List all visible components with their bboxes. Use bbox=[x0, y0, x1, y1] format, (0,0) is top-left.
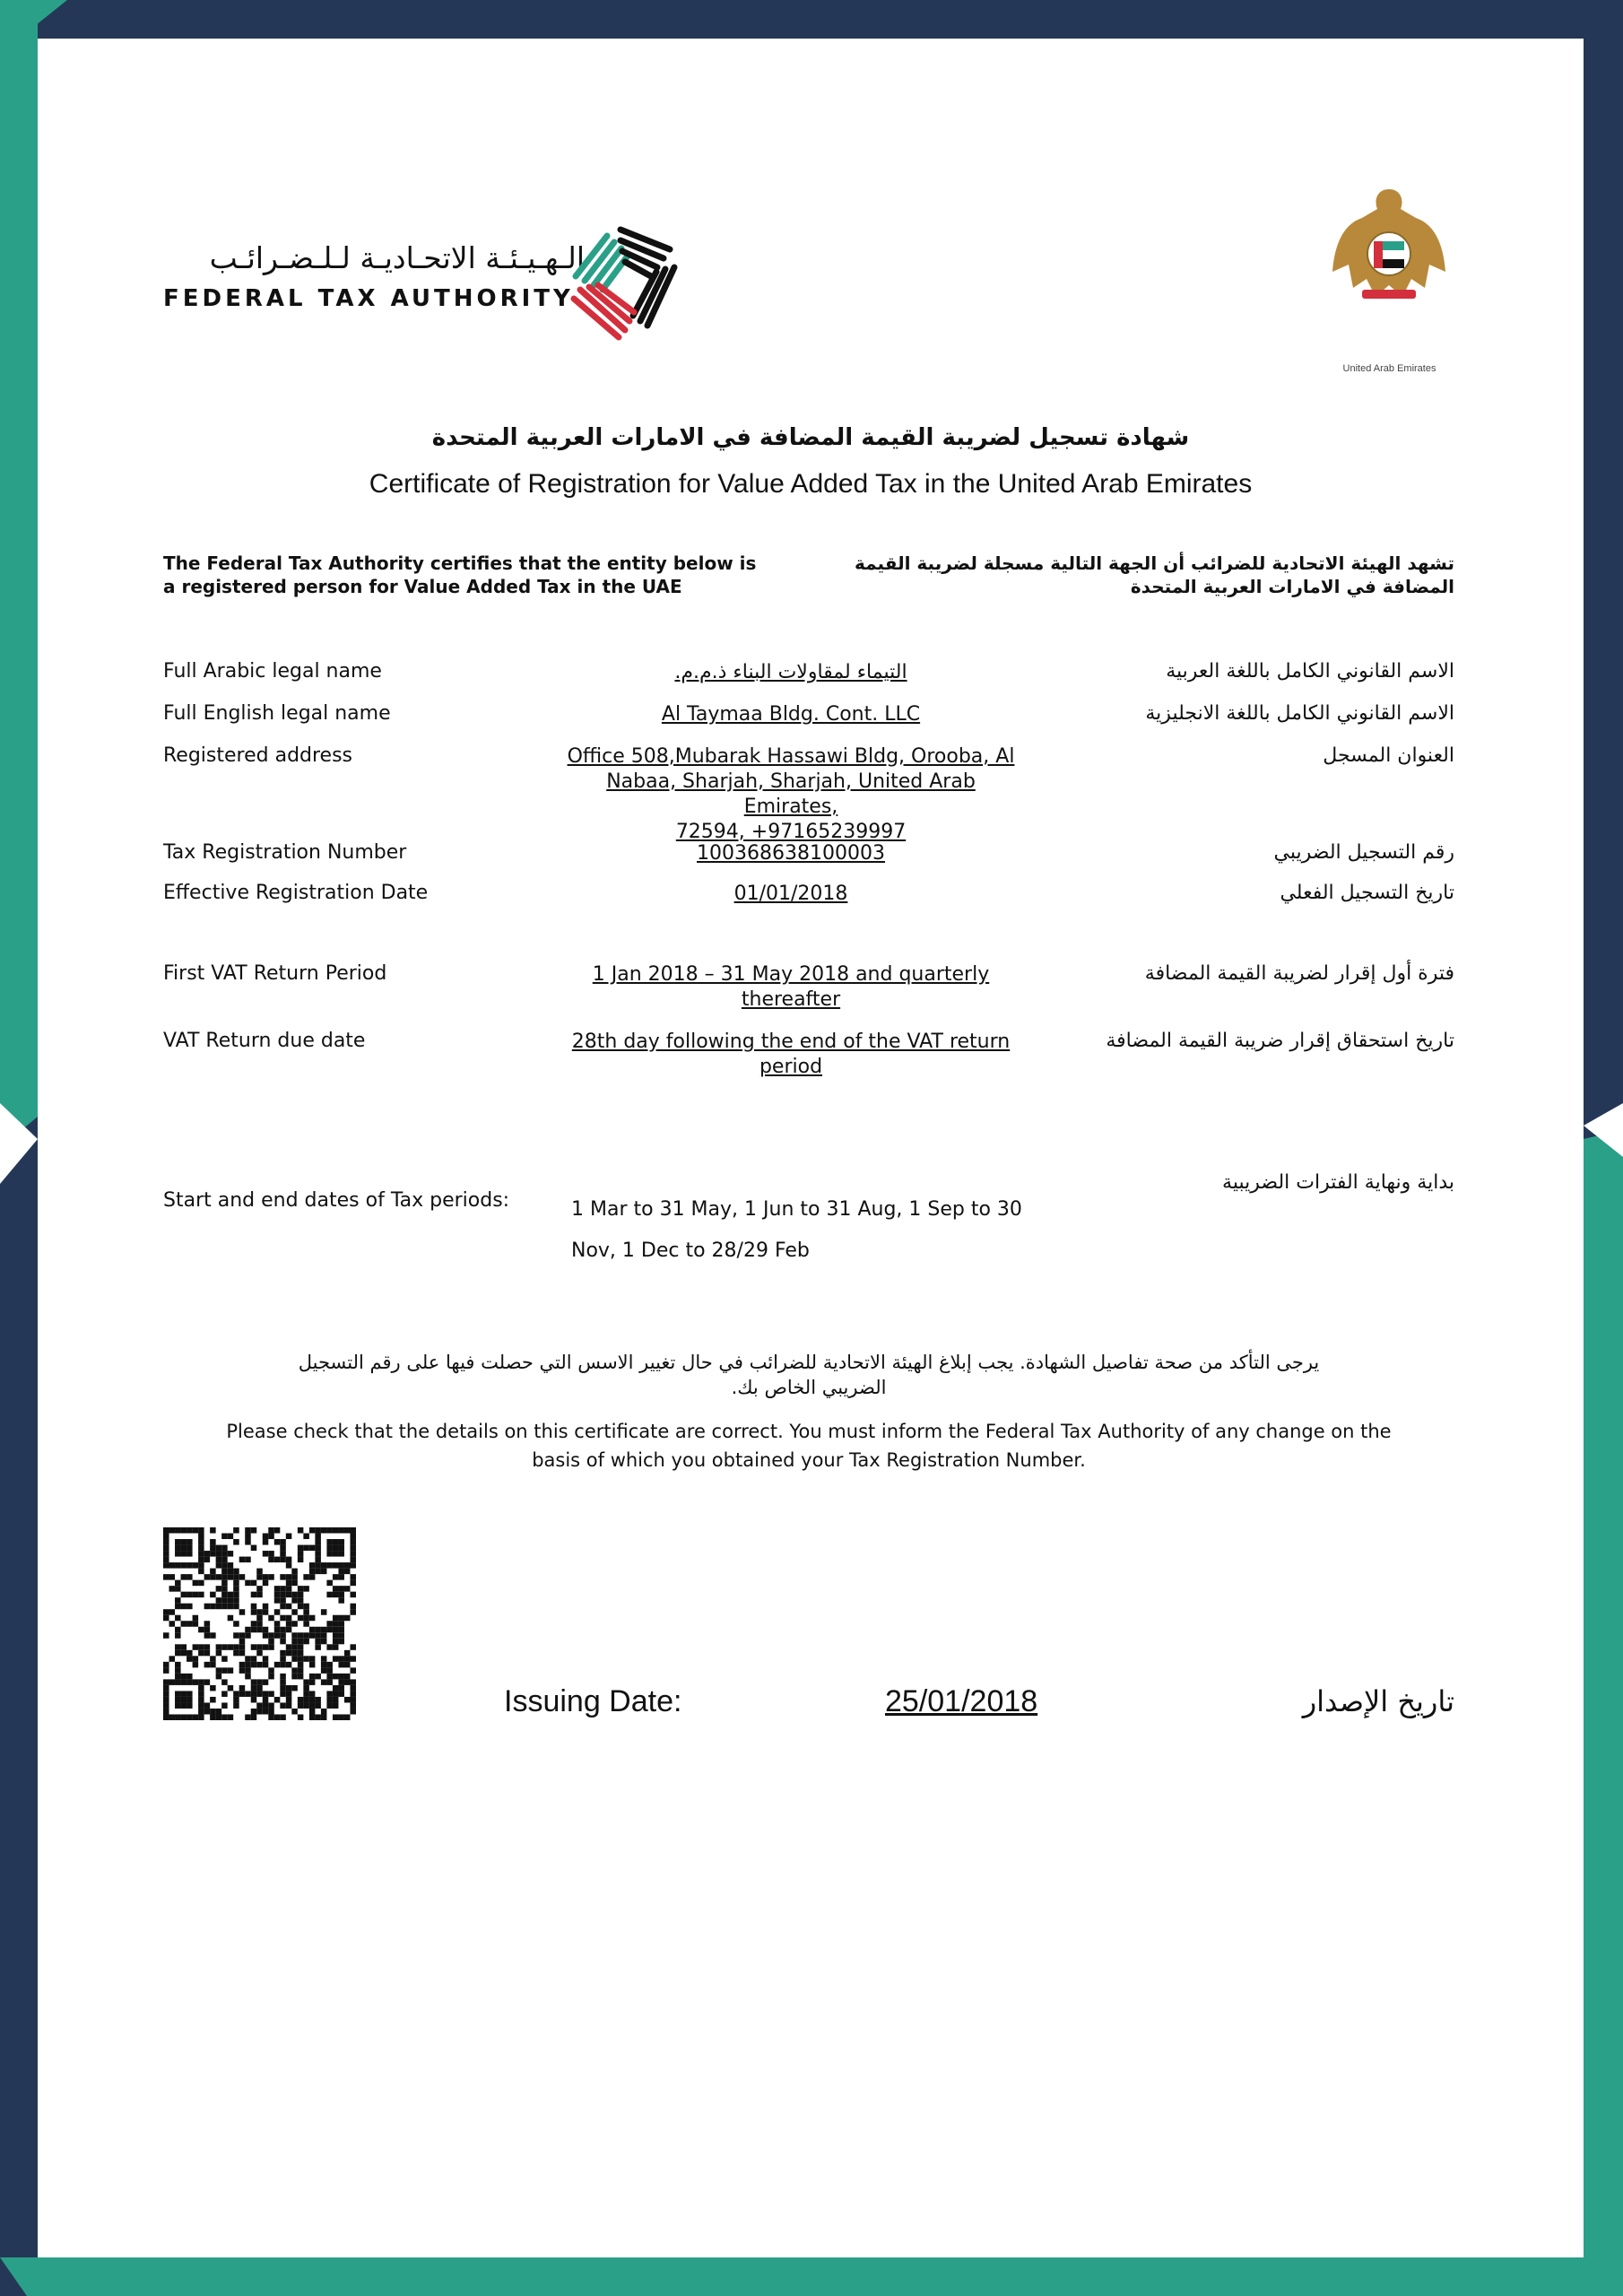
notice-arabic bbox=[145, 1350, 1472, 1400]
value-english-name bbox=[558, 702, 1024, 727]
value-return-due-date bbox=[558, 1030, 1024, 1080]
intro-arabic-line: تشهد الهيئة الاتحادية للضرائب أن الجهة التالية مسجلة لضريبة القيمة bbox=[855, 552, 1454, 574]
label-first-return-period: First VAT Return Period bbox=[163, 962, 387, 985]
title-english: Certificate of Registration for Value Added Tax in the United Arab Emirates bbox=[369, 469, 1253, 499]
notice-line: يرجى التأكد من صحة تفاصيل الشهادة. يجب إبلاغ الهيئة الاتحادية للضرائب في حال تغيير الاسس التي حصلت فيها على رقم التسجيل bbox=[298, 1352, 1320, 1373]
label-arabic-name: Full Arabic legal name bbox=[163, 660, 382, 683]
fta-emblem-icon bbox=[558, 213, 692, 348]
value-line: 1 Jan 2018 – 31 May 2018 and quarterly bbox=[592, 963, 990, 986]
value-effective-date bbox=[558, 882, 1024, 907]
uae-label: United Arab Emirates bbox=[1342, 363, 1436, 374]
title-arabic: شهادة تسجيل لضريبة القيمة المضافة في الامارات العربية المتحدة bbox=[431, 424, 1190, 451]
label-english-name-ar: الاسم القانوني الكامل باللغة الانجليزية bbox=[1145, 702, 1454, 725]
label-effective-date-ar: تاريخ التسجيل الفعلي bbox=[1280, 882, 1454, 904]
label-trn: Tax Registration Number bbox=[163, 841, 407, 864]
value-line: 100368638100003 bbox=[697, 842, 885, 865]
value-line: Office 508,Mubarak Hassawi Bldg, Orooba, Al bbox=[567, 745, 1015, 768]
qr-code bbox=[163, 1527, 356, 1720]
value-line: 72594, +97165239997 bbox=[675, 821, 907, 843]
notice-english bbox=[127, 1417, 1490, 1474]
value-arabic-name bbox=[558, 660, 1024, 685]
issuing-date-label-ar: تاريخ الإصدار bbox=[1302, 1684, 1454, 1718]
label-first-return-period-ar: فترة أول إقرار لضريبة القيمة المضافة bbox=[1144, 962, 1454, 985]
label-return-due-date-ar: تاريخ استحقاق إقرار ضريبة القيمة المضافة bbox=[1106, 1030, 1454, 1052]
notice-line: الضريبي الخاص بك. bbox=[731, 1377, 887, 1398]
intro-arabic-line: المضافة في الامارات العربية المتحدة bbox=[1130, 576, 1454, 597]
intro-arabic bbox=[809, 552, 1454, 598]
label-return-due-date: VAT Return due date bbox=[163, 1030, 366, 1052]
fta-english-name: FEDERAL TAX AUTHORITY bbox=[163, 285, 574, 312]
value-line: التيماء لمقاولات البناء ذ.م.م. bbox=[674, 661, 907, 683]
intro-english-line: a registered person for Value Added Tax in the UAE bbox=[163, 576, 682, 597]
value-line: thereafter bbox=[741, 988, 841, 1011]
label-tax-periods-ar: بداية ونهاية الفترات الضريبية bbox=[1222, 1171, 1454, 1194]
value-first-return-period bbox=[558, 962, 1024, 1013]
value-line: Al Taymaa Bldg. Cont. LLC bbox=[661, 703, 921, 726]
certificate-page bbox=[38, 39, 1584, 2257]
label-effective-date: Effective Registration Date bbox=[163, 882, 429, 904]
issuing-date-value: 25/01/2018 bbox=[885, 1684, 1038, 1718]
value-registered-address bbox=[558, 744, 1024, 845]
label-trn-ar: رقم التسجيل الضريبي bbox=[1273, 841, 1454, 864]
value-line: 1 Mar to 31 May, 1 Jun to 31 Aug, 1 Sep to 30 bbox=[571, 1198, 1022, 1221]
value-tax-periods bbox=[571, 1189, 1073, 1272]
notice-line: basis of which you obtained your Tax Registration Number. bbox=[532, 1449, 1086, 1471]
value-line: period bbox=[759, 1056, 823, 1078]
intro-english bbox=[163, 552, 809, 598]
label-registered-address-ar: العنوان المسجل bbox=[1323, 744, 1454, 767]
notice-line: Please check that the details on this certificate are correct. You must inform the Federal Tax Authority of any change on the bbox=[226, 1421, 1392, 1442]
uae-emblem-icon bbox=[1322, 182, 1456, 317]
label-arabic-name-ar: الاسم القانوني الكامل باللغة العربية bbox=[1166, 660, 1454, 683]
issuing-date-label: Issuing Date: bbox=[504, 1684, 682, 1718]
value-line: 01/01/2018 bbox=[733, 883, 848, 905]
fta-arabic-name: الـهـيـئـة الاتحـاديـة لـلـضـرائـب bbox=[209, 240, 585, 275]
value-line: 28th day following the end of the VAT return bbox=[571, 1031, 1011, 1053]
label-registered-address: Registered address bbox=[163, 744, 353, 767]
value-trn bbox=[558, 841, 1024, 866]
label-english-name: Full English legal name bbox=[163, 702, 391, 725]
intro-english-line: The Federal Tax Authority certifies that the entity below is bbox=[163, 552, 757, 574]
value-line: Nov, 1 Dec to 28/29 Feb bbox=[571, 1239, 810, 1262]
value-line: Nabaa, Sharjah, Sharjah, United Arab Emirates, bbox=[606, 770, 976, 818]
label-tax-periods: Start and end dates of Tax periods: bbox=[163, 1189, 510, 1212]
